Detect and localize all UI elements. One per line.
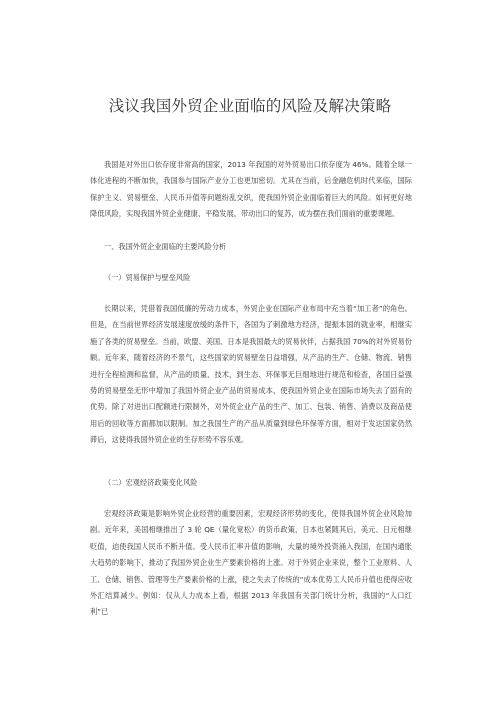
intro-paragraph: 我国是对外出口依存度非常高的国家，2013 年我国的对外贸易出口依存度为 46%。随着全球一体化进程的不断加快，我国参与国际产业分工也更加密切。尤其在当前，后金融危机时代来临，国际保护主义、贸易壁垒、人民币升值等问题纷乱交织，使我国外贸企业面临着巨大的风险。如何更好地降低风险，实现我国外贸企业健康、平稳发展，带动出口的复苏，成为摆在我们面前的重要课题。 <box>90 160 412 219</box>
subsection-heading-trade-barriers: （一）贸易保护与壁垒风险 <box>104 273 191 282</box>
macro-policy-paragraph: 宏观经济政策是影响外贸企业经营的重要因素，宏观经济形势的变化，使得我国外贸企业风险加剧。近年来，美国相继推出了 3 轮 QE（量化宽松）的货币政策，日本也紧随其后，美元、日元相继贬值，迫使我国人民币不断升值。受人民币汇率升值的影响，大量的境外投资涌入我国，在国内通胀大趋势的影响下，推动了我国外贸企业生产要素价格的上涨。对于外贸企业来说，整个工业原料、人工、仓储、销售、管理等生产要素价格的上涨，使之失去了传统的“成本优势工人民币升值也使得应收外汇结算减少。例如：仅从人力成本上看，根据 2013 年我国有关部门统计分析，我国的“人口红利”已 <box>90 509 412 617</box>
section-heading-risk-analysis: 一、我国外贸企业面临的主要风险分析 <box>104 242 227 251</box>
trade-barriers-paragraph: 长期以来，凭借着我国低廉的劳动力成本，外贸企业在国际产业布局中充当着“加工者”的角色。但是，在当前世界经济发展速度放缓的条件下，各国为了刺激地方经济，提振本国的就业率，相继实施了各类的贸易壁垒。当前，欧盟、美国、日本是我国最大的贸易伙伴，占据我国 70%的对外贸易份额。近年来，随着经济的不景气，这些国家的贸易壁垒日益增强，从产品的生产、仓储、物流、销售进行全程检测和监督，从产品的质量、技术，到生态、环保事无巨细地进行规范和检查，各国日益强势的贸易壁垒无形中增加了我国外贸企业产品的贸易成本，使我国外贸企业在国际市场失去了固有的优势。除了对进出口配额进行限制外，对外贸企业产品的生产、加工、包装、销售、消费以及商品使用后的回收等方面都加以限制。加之我国生产的产品从质量到绿色环保等方面，相对于发达国家仍然滞后，这使得我国外贸企业的生存形势不容乐观。 <box>90 304 412 445</box>
subsection-heading-macro-policy: （二）宏观经济政策变化风险 <box>104 478 198 487</box>
document-title: 浅议我国外贸企业面临的风险及解决策略 <box>108 97 392 115</box>
